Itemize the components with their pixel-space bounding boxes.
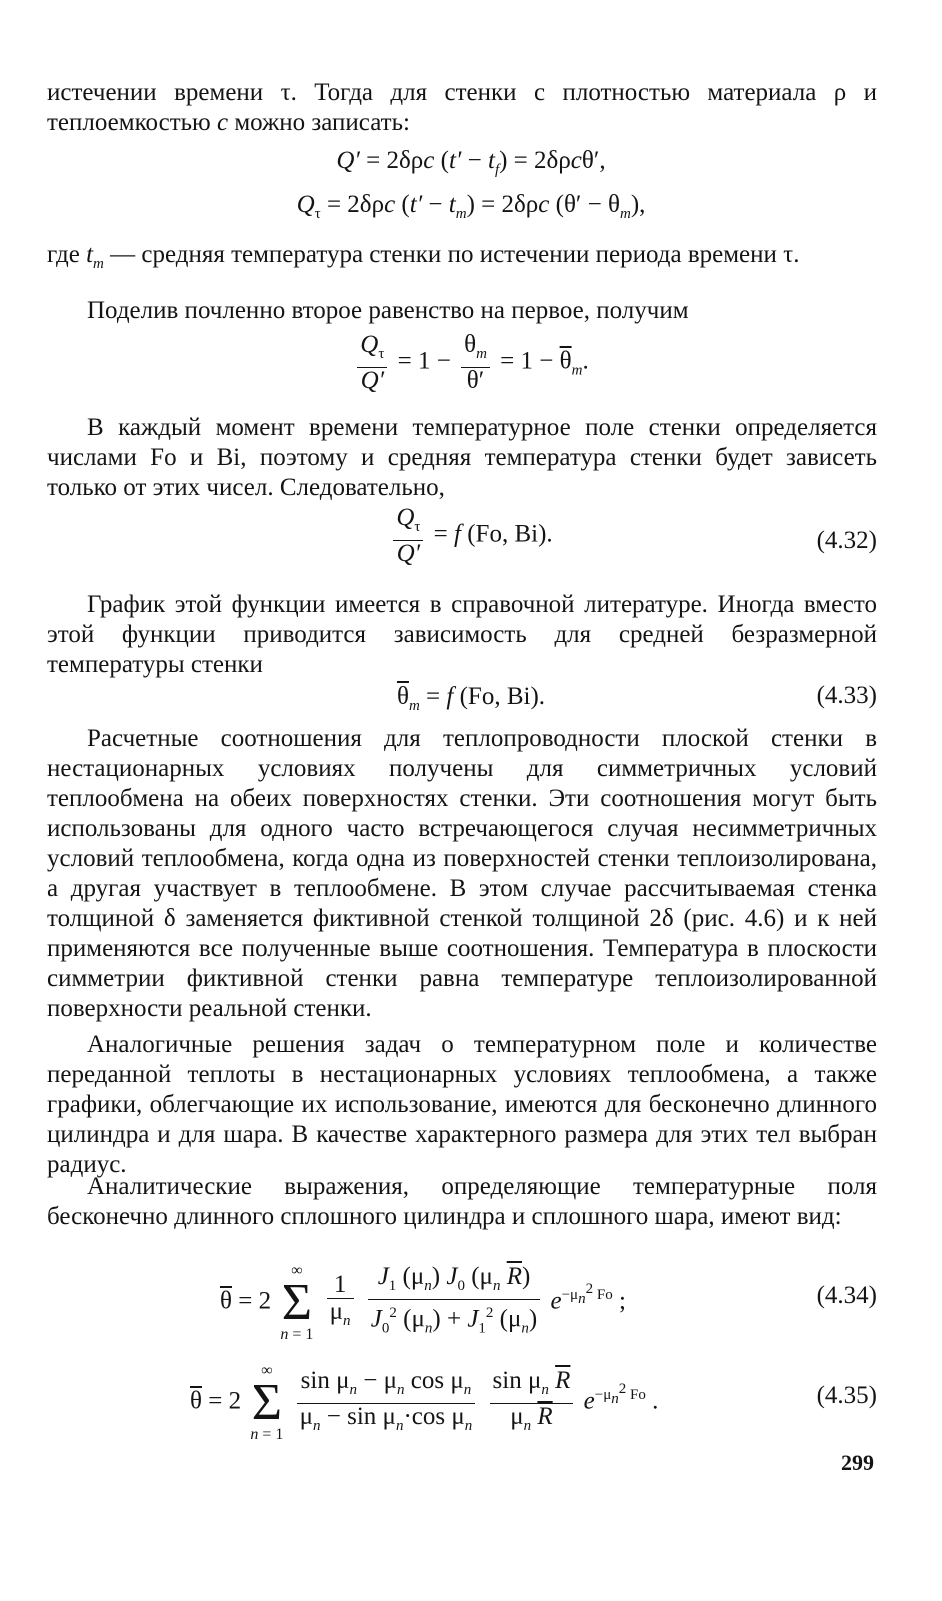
page-number: 299 [841,1450,874,1475]
equation-number-4-32: (4.32) [816,527,877,554]
paragraph-2: где $t_m$ — средняя температура стенки по истечении периода времени τ. [47,241,800,272]
equation-number-4-34: (4.34) [816,1282,877,1309]
paragraph-3: Поделив почленно второе равенство на первое, получим [87,297,689,324]
paragraph-6: Расчетные соотношения для теплопроводности плоской стенки в нестационарных условиях получены для симметричных условий теплообмена на обеих поверхностях стенки. Эти соотношения могут быть использованы для одного часто встречающегося случая несимметричных условий теплообмена, когда одна из поверхностей стенки теплоизолирована, а другая участвует в теплообмене. В этом случае рассчитываемая стенка толщиной δ заменяется фиктивной стенкой толщиной 2δ (рис. 4.6) и к ней применяются все полученные выше соотношения. Температура в плоскости симметрии фиктивной стенки равна температуре теплоизолированной поверхности реальной стенки. [47,725,877,1022]
paragraph-7: Аналогичные решения задач о температурном поле и количестве переданной теплоты в нестационарных условиях теплообмена, а также графики, облегчающие их использование, имеются для бесконечно длинного цилиндра и для шара. В качестве характерного размера для этих тел выбран радиус. [47,1031,877,1178]
equation-number-4-33: (4.33) [816,682,877,709]
equation-4-33: $\overline{\theta}_m = f$ (Fo, Bi). [396,683,546,714]
equation-ratio: $\frac{Q_\tau}{Q'}$ = 1 − $\frac{\theta_m}{\theta'}$ = $1 - \overline{\theta}_m$. [0,332,942,394]
paragraph-1: истечении времени τ. Тогда для стенки с плотностью материала ρ и теплоемкостью c можно записать: [47,79,877,136]
paragraph-4: В каждый момент времени температурное поле стенки определяется числами Fo и Bi, поэтому и средняя температура стенки будет зависеть только от этих чисел. Следовательно, [47,414,877,501]
paragraph-5: График этой функции имеется в справочной литературе. Иногда вместо этой функции приводится зависимость для средней безразмерной температуры стенки [47,591,877,678]
equation-4-35: $\overline{\theta} = 2$ ∞ Σ n = 1 $\frac{\sin \mu_n - \mu_n \cos \mu_n}{\mu_n - \sin \mu_n\cdot\cos \mu_n}$ $\frac{\sin \mu_n \overline{R}}{\mu_n \overline{R}}$ $e^{-\mu_n^2 Fo}$ . [190,1362,659,1443]
paragraph-8: Аналитические выражения, определяющие температурные поля бесконечно длинного сплошного цилиндра и сплошного шара, имеют вид: [47,1173,877,1230]
equation-4-32: $\frac{Q_\tau}{Q'}$ = f (Fo, Bi). [0,505,942,567]
equation-number-4-35: (4.35) [816,1382,877,1409]
equation-4-34: $\overline{\theta} = 2$ ∞ Σ n = 1 $\frac{1}{\mu_n}$ $\frac{J_1 (\mu_n) J_0 (\mu_n \overline{R})}{J_0^2 (\mu_n) + J_1^2 (\mu_n)}$ $e^{-\mu_n^2 Fo}$ ; [220,1262,626,1343]
equation-q-tau: $Q_\tau = 2\delta\rho c$ $(t' - t_m) = 2\delta\rho c$ $(\theta' - \theta_m)$, [296,191,646,222]
equation-q-prime: Q′ = 2δρc $(t' - t_f) = 2\delta\rho c\theta'$, [336,147,606,178]
